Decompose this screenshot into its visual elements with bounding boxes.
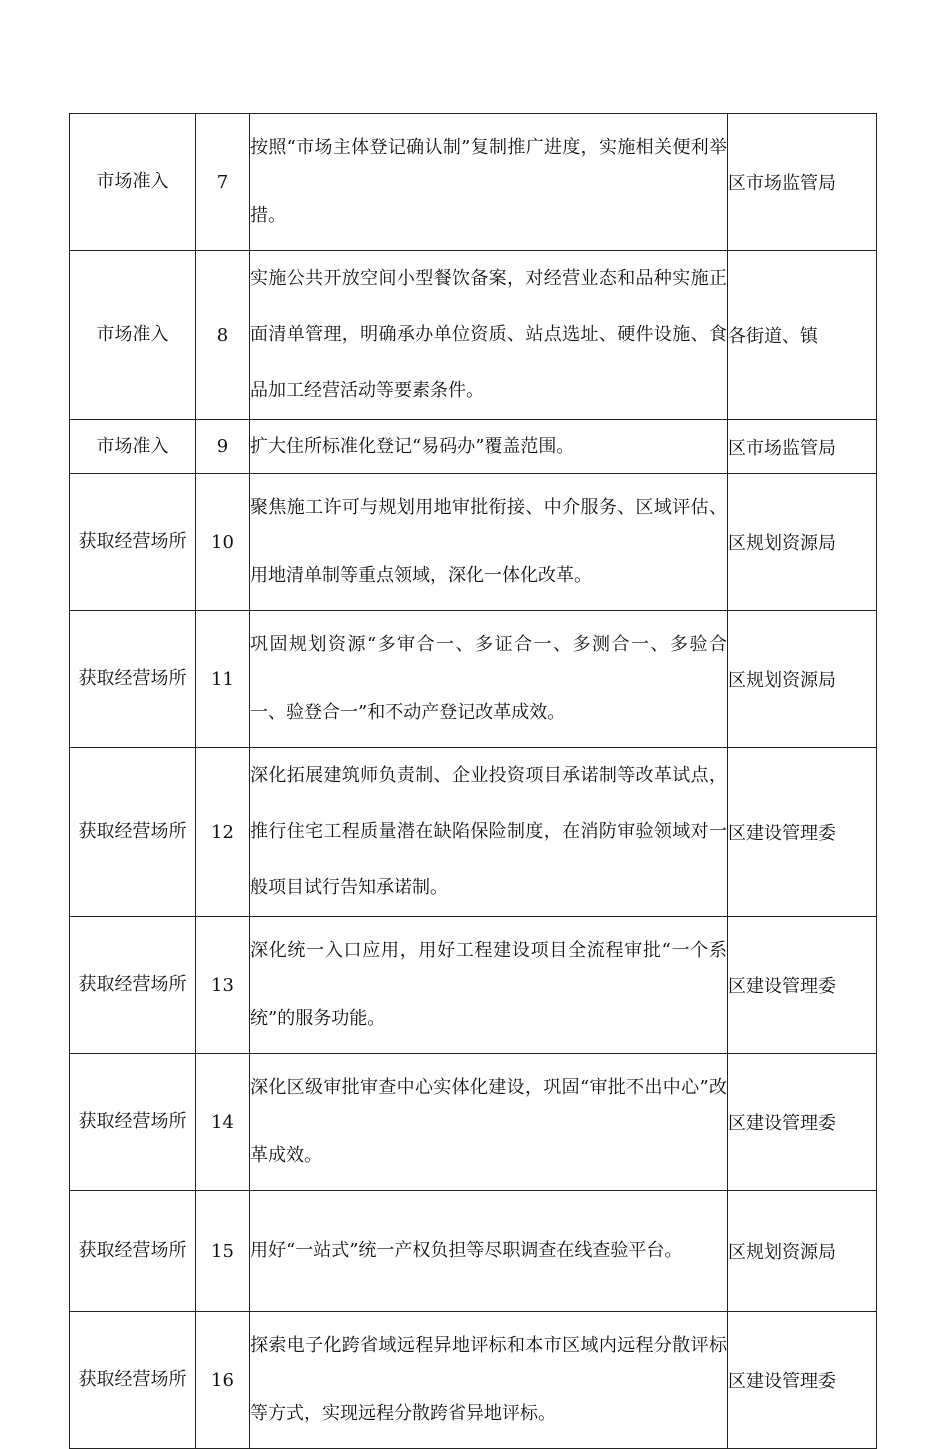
description-cell: 深化拓展建筑师负责制、企业投资项目承诺制等改革试点，推行住宅工程质量潜在缺陷保险制度，在消防审验领域对一般项目试行告知承诺制。 <box>250 748 728 917</box>
description-cell: 巩固规划资源“多审合一、多证合一、多测合一、多验合一、验登合一”和不动产登记改革成效。 <box>250 611 728 748</box>
department-cell: 区规划资源局 <box>728 474 877 611</box>
table-row <box>70 420 877 474</box>
table-row <box>70 474 877 611</box>
number-cell: 9 <box>196 420 250 474</box>
department-cell: 区规划资源局 <box>728 611 877 748</box>
description-cell: 扩大住所标准化登记“易码办”覆盖范围。 <box>250 420 728 474</box>
task-table <box>69 113 877 1449</box>
department-cell: 区建设管理委 <box>728 1054 877 1191</box>
department-cell: 区建设管理委 <box>728 748 877 917</box>
category-cell: 市场准入 <box>70 114 196 251</box>
category-cell: 获取经营场所 <box>70 474 196 611</box>
department-cell: 各街道、镇 <box>728 251 877 420</box>
number-cell: 11 <box>196 611 250 748</box>
table-row <box>70 1054 877 1191</box>
category-cell: 获取经营场所 <box>70 1191 196 1312</box>
category-cell: 获取经营场所 <box>70 1054 196 1191</box>
description-cell: 聚焦施工许可与规划用地审批衔接、中介服务、区域评估、用地清单制等重点领域，深化一体化改革。 <box>250 474 728 611</box>
table-row <box>70 917 877 1054</box>
category-cell: 获取经营场所 <box>70 748 196 917</box>
department-cell: 区市场监管局 <box>728 420 877 474</box>
number-cell: 10 <box>196 474 250 611</box>
description-cell: 按照“市场主体登记确认制”复制推广进度，实施相关便利举措。 <box>250 114 728 251</box>
table-row <box>70 1312 877 1449</box>
description-cell: 探索电子化跨省域远程异地评标和本市区域内远程分散评标等方式，实现远程分散跨省异地评标。 <box>250 1312 728 1449</box>
number-cell: 16 <box>196 1312 250 1449</box>
department-cell: 区建设管理委 <box>728 917 877 1054</box>
number-cell: 14 <box>196 1054 250 1191</box>
department-cell: 区市场监管局 <box>728 114 877 251</box>
department-cell: 区规划资源局 <box>728 1191 877 1312</box>
description-cell: 用好“一站式”统一产权负担等尽职调查在线查验平台。 <box>250 1191 728 1312</box>
category-cell: 获取经营场所 <box>70 611 196 748</box>
department-cell: 区建设管理委 <box>728 1312 877 1449</box>
category-cell: 获取经营场所 <box>70 917 196 1054</box>
table-row <box>70 611 877 748</box>
category-cell: 市场准入 <box>70 251 196 420</box>
table-row <box>70 748 877 917</box>
description-cell: 深化区级审批审查中心实体化建设，巩固“审批不出中心”改革成效。 <box>250 1054 728 1191</box>
description-cell: 深化统一入口应用，用好工程建设项目全流程审批“一个系统”的服务功能。 <box>250 917 728 1054</box>
description-cell: 实施公共开放空间小型餐饮备案，对经营业态和品种实施正面清单管理，明确承办单位资质、站点选址、硬件设施、食品加工经营活动等要素条件。 <box>250 251 728 420</box>
number-cell: 15 <box>196 1191 250 1312</box>
category-cell: 市场准入 <box>70 420 196 474</box>
number-cell: 12 <box>196 748 250 917</box>
category-cell: 获取经营场所 <box>70 1312 196 1449</box>
number-cell: 8 <box>196 251 250 420</box>
table-row <box>70 1191 877 1312</box>
number-cell: 13 <box>196 917 250 1054</box>
table-row <box>70 251 877 420</box>
table-row <box>70 114 877 251</box>
number-cell: 7 <box>196 114 250 251</box>
